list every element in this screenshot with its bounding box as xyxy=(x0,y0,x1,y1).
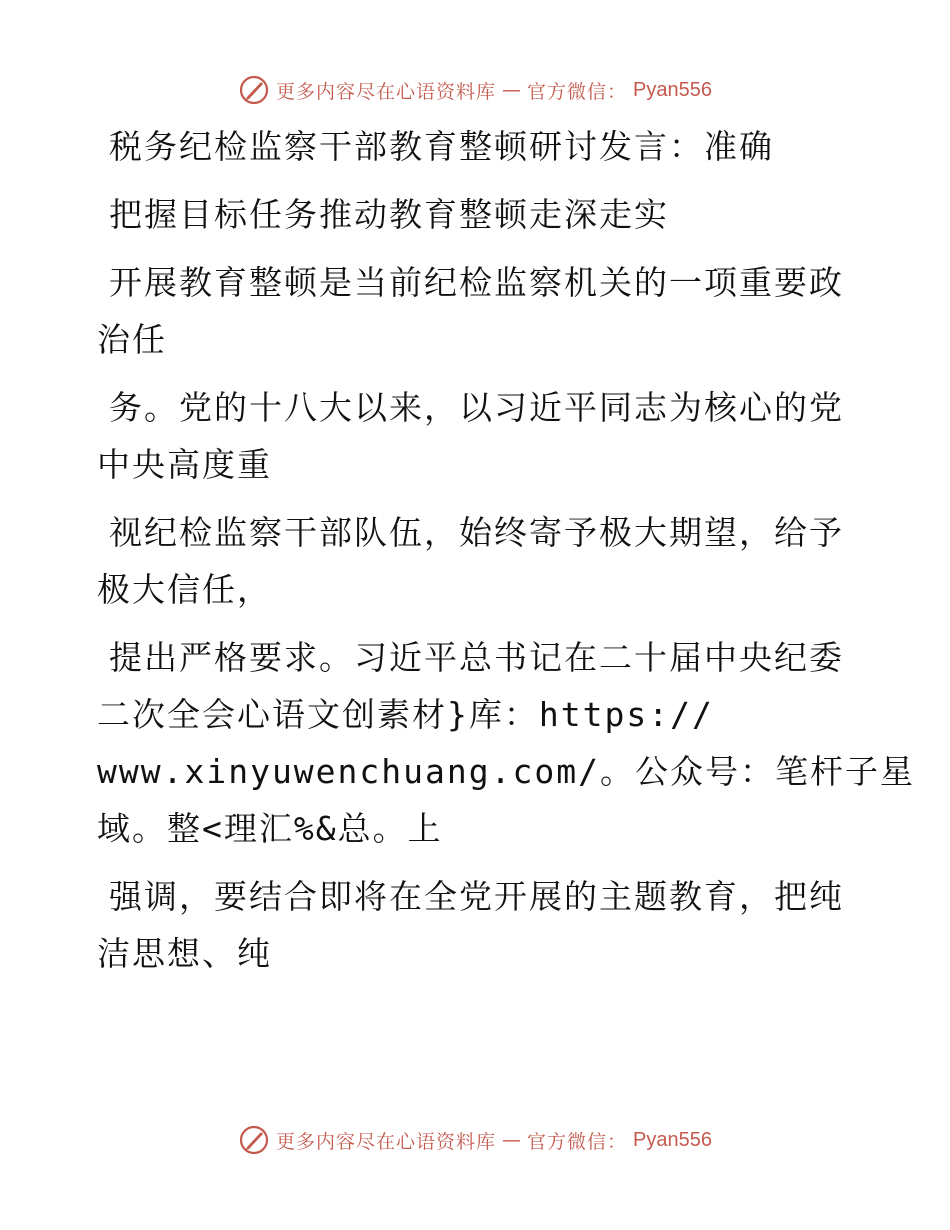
line-text: 中央高度重 xyxy=(97,445,272,484)
quill-pen-logo-icon xyxy=(238,74,270,106)
line-text: 强调，要结合即将在全党开展的主题教育，把纯 xyxy=(109,877,844,916)
banner-inner xyxy=(238,1124,712,1156)
document-line xyxy=(97,186,837,243)
line-text: 极大信任， xyxy=(97,570,272,609)
line-text: 域。整<理汇%&总。上 xyxy=(97,809,443,848)
line-text: 税务纪检监察干部教育整顿研讨发言：准确 xyxy=(109,127,774,166)
banner-contact-id: Pyan556 xyxy=(633,78,712,101)
line-text: 治任 xyxy=(97,320,167,359)
document-line xyxy=(97,118,837,175)
paragraph-gap xyxy=(97,243,837,254)
document-line xyxy=(97,254,844,311)
paragraph-gap xyxy=(97,175,837,186)
quill-pen-logo-icon xyxy=(238,1124,270,1156)
document-line xyxy=(97,379,844,436)
banner-separator: — xyxy=(502,79,522,101)
document-line xyxy=(97,311,837,368)
banner-contact-label: 官方微信： xyxy=(527,1130,628,1153)
line-text: 务。党的十八大以来，以习近平同志为核心的党 xyxy=(109,388,844,427)
banner-text: 更多内容尽在心语资料库 xyxy=(276,80,497,103)
banner-separator: — xyxy=(502,1129,522,1151)
paragraph-gap xyxy=(97,618,837,629)
document-line xyxy=(97,743,915,800)
line-text: 把握目标任务推动教育整顿走深走实 xyxy=(109,195,669,234)
header-watermark-banner xyxy=(0,70,950,110)
document-line xyxy=(97,629,844,686)
banner-contact-label: 官方微信： xyxy=(527,80,628,103)
document-line xyxy=(97,504,844,561)
document-line xyxy=(97,800,837,857)
paragraph-gap xyxy=(97,493,837,504)
line-text: 视纪检监察干部队伍，始终寄予极大期望，给予 xyxy=(109,513,844,552)
document-line xyxy=(97,925,837,982)
line-text: www.xinyuwenchuang.com/。公众号：笔杆子星 xyxy=(97,752,915,791)
paragraph-gap xyxy=(97,857,837,868)
line-text: 洁思想、纯 xyxy=(97,934,272,973)
document-line xyxy=(97,686,837,743)
footer-watermark-banner xyxy=(0,1120,950,1160)
paragraph-gap xyxy=(97,368,837,379)
line-text: 提出严格要求。习近平总书记在二十届中央纪委 xyxy=(109,638,844,677)
document-line xyxy=(97,868,844,925)
line-text: 二次全会心语文创素材}库：https:// xyxy=(97,695,714,734)
line-text: 开展教育整顿是当前纪检监察机关的一项重要政 xyxy=(109,263,844,302)
document-body xyxy=(97,118,915,982)
banner-inner xyxy=(238,74,712,106)
banner-text: 更多内容尽在心语资料库 xyxy=(276,1130,497,1153)
document-line xyxy=(97,561,837,618)
document-line xyxy=(97,436,837,493)
banner-contact-id: Pyan556 xyxy=(633,1128,712,1151)
